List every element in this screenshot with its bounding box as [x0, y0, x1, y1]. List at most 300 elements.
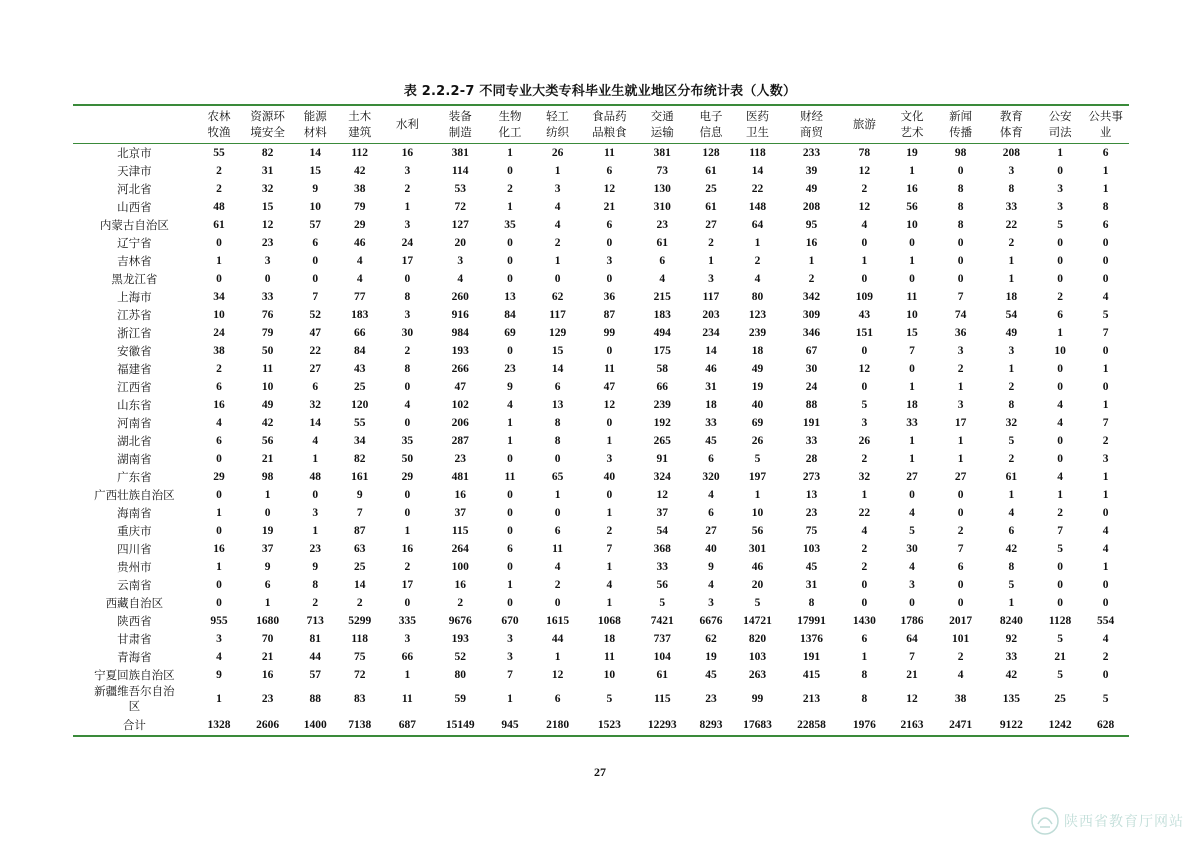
watermark-text: 陕西省教育厅网站: [1064, 814, 1184, 830]
value-cell: 3: [909, 579, 915, 591]
education-logo-icon: [1030, 806, 1060, 836]
value-cell: 0: [861, 579, 868, 591]
value-cell: 3: [1102, 453, 1109, 465]
value-cell: 0: [1057, 273, 1063, 285]
value-cell: 4: [356, 255, 363, 267]
value-cell: 0: [507, 273, 513, 285]
value-cell: 11: [552, 543, 563, 555]
value-cell: 161: [351, 471, 369, 483]
value-cell: 0: [216, 579, 222, 591]
region-cell: 湖北省: [117, 434, 152, 448]
value-cell: 0: [1057, 363, 1063, 375]
value-cell: 16: [401, 543, 414, 555]
table-row: [73, 432, 1129, 450]
value-cell: 0: [1057, 255, 1063, 267]
total-value-cell: 2471: [949, 718, 973, 731]
value-cell: 3: [507, 633, 513, 645]
table-row: [73, 522, 1129, 540]
value-cell: 35: [504, 219, 516, 231]
value-cell: 554: [1097, 615, 1115, 627]
value-cell: 73: [656, 165, 669, 177]
value-cell: 7: [1102, 327, 1109, 339]
value-cell: 17: [954, 417, 967, 429]
header-c12: [733, 106, 782, 144]
value-cell: 193: [451, 345, 469, 357]
value-cell: 72: [454, 201, 466, 213]
value-cell: 58: [656, 363, 669, 375]
value-cell: 40: [603, 471, 616, 483]
value-cell: 3: [216, 633, 222, 645]
value-cell: 42: [261, 417, 274, 429]
value-cell: 8: [1008, 561, 1015, 573]
value-cell: 34: [353, 435, 366, 447]
value-cell: 1: [1102, 183, 1109, 195]
value-cell: 80: [454, 669, 466, 681]
value-cell: 0: [1057, 381, 1063, 393]
value-cell: 18: [906, 399, 918, 411]
value-cell: 6: [1008, 525, 1015, 537]
value-cell: 23: [261, 237, 274, 249]
value-cell: 1: [554, 165, 561, 177]
value-cell: 26: [551, 147, 564, 159]
value-cell: 309: [802, 309, 821, 321]
value-cell: 263: [748, 669, 767, 681]
region-cell: 四川省: [117, 542, 152, 556]
total-value-cell: 1976: [852, 718, 876, 731]
value-cell: 0: [264, 273, 271, 285]
value-cell: 9: [708, 561, 714, 573]
value-cell: 234: [702, 327, 720, 339]
value-cell: 2: [312, 597, 319, 609]
value-cell: 12: [656, 489, 669, 501]
value-cell: 208: [1002, 147, 1021, 159]
value-cell: 11: [504, 471, 516, 483]
value-cell: 0: [312, 255, 319, 267]
region-cell: 福建省: [117, 362, 152, 376]
value-cell: 47: [603, 381, 616, 393]
value-cell: 79: [261, 327, 274, 339]
value-cell: 1: [909, 453, 915, 465]
value-cell: 4: [861, 219, 868, 231]
table-row: [73, 216, 1129, 234]
value-cell: 16: [261, 669, 274, 681]
value-cell: 22: [858, 507, 871, 519]
value-cell: 148: [748, 201, 767, 213]
value-cell: 10: [1054, 345, 1066, 357]
header-label-line: 旅游: [852, 117, 876, 131]
value-cell: 23: [705, 692, 717, 705]
value-cell: 5: [754, 597, 761, 609]
value-cell: 481: [451, 471, 469, 483]
value-cell: 239: [653, 399, 671, 411]
value-cell: 1: [861, 489, 868, 501]
total-value-cell: 22858: [797, 718, 826, 731]
value-cell: 1: [216, 507, 222, 519]
value-cell: 346: [802, 327, 821, 339]
table-row: [73, 666, 1129, 684]
value-cell: 191: [802, 417, 821, 429]
value-cell: 1: [1057, 489, 1063, 501]
value-cell: 64: [906, 633, 918, 645]
value-cell: 6: [312, 381, 319, 393]
header-c9: [583, 106, 636, 144]
region-label-line: 区: [128, 699, 141, 713]
value-cell: 0: [606, 417, 613, 429]
value-cell: 32: [1005, 417, 1018, 429]
value-cell: 7: [1102, 417, 1109, 429]
value-cell: 3: [606, 453, 613, 465]
value-cell: 5: [659, 597, 666, 609]
total-value-cell: 17683: [743, 718, 772, 731]
value-cell: 1: [1102, 471, 1109, 483]
header-label-line: 艺术: [900, 125, 924, 139]
value-cell: 61: [656, 669, 669, 681]
value-cell: 3: [606, 255, 613, 267]
value-cell: 87: [353, 525, 366, 537]
value-cell: 7: [356, 507, 363, 519]
value-cell: 0: [1102, 597, 1109, 609]
value-cell: 15: [309, 165, 322, 177]
value-cell: 2: [861, 543, 868, 555]
region-cell: 青海省: [117, 650, 152, 664]
value-cell: 5: [909, 525, 915, 537]
header-c17: [985, 106, 1038, 144]
value-cell: 28: [805, 453, 818, 465]
value-cell: 193: [451, 633, 469, 645]
value-cell: 19: [261, 525, 274, 537]
value-cell: 0: [957, 507, 964, 519]
value-cell: 23: [261, 692, 274, 705]
value-cell: 2: [554, 237, 561, 249]
value-cell: 8: [1102, 201, 1109, 213]
value-cell: 14: [705, 345, 717, 357]
header-label-line: 交通: [650, 109, 674, 123]
header-label-line: 纺织: [546, 125, 570, 139]
value-cell: 1: [808, 255, 815, 267]
value-cell: 37: [454, 507, 466, 519]
value-cell: 8: [404, 291, 411, 303]
value-cell: 324: [653, 471, 671, 483]
value-cell: 29: [401, 471, 414, 483]
value-cell: 239: [748, 327, 767, 339]
value-cell: 3: [404, 165, 411, 177]
value-cell: 215: [653, 291, 671, 303]
value-cell: 737: [653, 633, 671, 645]
value-cell: 670: [501, 615, 519, 627]
value-cell: 0: [957, 579, 964, 591]
value-cell: 59: [454, 692, 466, 705]
value-cell: 15: [261, 201, 274, 213]
value-cell: 80: [751, 291, 764, 303]
value-cell: 27: [954, 471, 967, 483]
value-cell: 40: [751, 399, 764, 411]
value-cell: 30: [906, 543, 918, 555]
value-cell: 2: [861, 183, 868, 195]
value-cell: 2: [808, 273, 815, 285]
value-cell: 2: [554, 579, 561, 591]
value-cell: 2: [216, 183, 222, 195]
value-cell: 4: [708, 489, 714, 501]
value-cell: 87: [603, 309, 616, 321]
value-cell: 1: [507, 417, 513, 429]
value-cell: 102: [451, 399, 469, 411]
value-cell: 26: [858, 435, 871, 447]
value-cell: 37: [261, 543, 274, 555]
value-cell: 6: [264, 579, 271, 591]
header-label-line: 新闻: [949, 109, 973, 123]
total-value-cell: 1400: [303, 718, 327, 731]
value-cell: 1786: [900, 615, 924, 627]
value-cell: 56: [261, 435, 274, 447]
value-cell: 57: [309, 219, 322, 231]
value-cell: 40: [705, 543, 717, 555]
value-cell: 114: [451, 165, 469, 177]
value-cell: 1: [1102, 363, 1109, 375]
header-label-line: 运输: [650, 125, 674, 139]
value-cell: 2: [708, 237, 714, 249]
value-cell: 43: [353, 363, 366, 375]
value-cell: 4: [457, 273, 464, 285]
value-cell: 123: [748, 309, 767, 321]
value-cell: 916: [451, 309, 469, 321]
value-cell: 78: [858, 147, 871, 159]
value-cell: 2: [1008, 453, 1015, 465]
value-cell: 24: [213, 327, 225, 339]
table-bottom-rule: [73, 735, 1129, 737]
header-label-line: 文化: [900, 109, 924, 123]
value-cell: 5: [754, 453, 761, 465]
value-cell: 7: [606, 543, 613, 555]
value-cell: 1: [1102, 165, 1109, 177]
value-cell: 56: [656, 579, 669, 591]
value-cell: 287: [451, 435, 469, 447]
value-cell: 1: [1008, 255, 1015, 267]
table-row: [73, 648, 1129, 666]
value-cell: 12: [551, 669, 564, 681]
value-cell: 4: [957, 669, 964, 681]
value-cell: 197: [748, 471, 767, 483]
table-row: [73, 504, 1129, 522]
header-c4: [338, 106, 382, 144]
value-cell: 101: [952, 633, 970, 645]
value-cell: 79: [353, 201, 366, 213]
region-cell: 陕西省: [117, 614, 152, 628]
value-cell: 74: [954, 309, 967, 321]
region-cell: 山东省: [117, 398, 152, 412]
value-cell: 0: [404, 417, 411, 429]
value-cell: 8: [957, 183, 964, 195]
value-cell: 115: [653, 692, 671, 705]
value-cell: 32: [858, 471, 871, 483]
header-label-line: 商贸: [799, 125, 823, 139]
region-cell: 西藏自治区: [105, 596, 164, 610]
value-cell: 8: [554, 417, 561, 429]
value-cell: 66: [656, 381, 669, 393]
value-cell: 3: [554, 183, 561, 195]
value-cell: 81: [309, 633, 322, 645]
value-cell: 14: [309, 417, 322, 429]
value-cell: 43: [858, 309, 871, 321]
value-cell: 0: [909, 489, 915, 501]
value-cell: 2: [404, 345, 411, 357]
value-cell: 3: [1008, 165, 1015, 177]
value-cell: 84: [504, 309, 516, 321]
value-cell: 25: [353, 561, 366, 573]
value-cell: 4: [216, 651, 222, 663]
value-cell: 0: [1057, 579, 1063, 591]
value-cell: 1: [1102, 489, 1109, 501]
value-cell: 16: [213, 543, 225, 555]
value-cell: 75: [805, 525, 818, 537]
value-cell: 21: [261, 453, 274, 465]
value-cell: 9: [264, 561, 271, 573]
value-cell: 109: [855, 291, 873, 303]
value-cell: 335: [398, 615, 416, 627]
value-cell: 984: [451, 327, 469, 339]
table-row: [73, 342, 1129, 360]
value-cell: 0: [216, 237, 222, 249]
region-cell: [73, 684, 196, 714]
value-cell: 1615: [546, 615, 570, 627]
value-cell: 11: [603, 651, 615, 663]
region-cell: 内蒙古自治区: [99, 218, 169, 232]
value-cell: 6: [1102, 219, 1109, 231]
value-cell: 82: [353, 453, 366, 465]
value-cell: 1: [1008, 489, 1015, 501]
region-cell: 浙江省: [117, 326, 152, 340]
value-cell: 5: [861, 399, 868, 411]
value-cell: 3: [457, 255, 464, 267]
value-cell: 9: [216, 669, 222, 681]
value-cell: 6: [708, 453, 714, 465]
value-cell: 0: [216, 489, 222, 501]
value-cell: 88: [309, 692, 322, 705]
value-cell: 4: [1057, 417, 1063, 429]
value-cell: 9: [312, 561, 319, 573]
value-cell: 29: [353, 219, 366, 231]
table-row: [73, 234, 1129, 252]
value-cell: 56: [906, 201, 918, 213]
total-label: 合计: [122, 717, 146, 732]
value-cell: 2: [1102, 651, 1109, 663]
value-cell: 3: [1008, 345, 1015, 357]
region-cell: 广西壮族自治区: [94, 488, 175, 502]
value-cell: 0: [507, 561, 513, 573]
value-cell: 100: [451, 561, 469, 573]
value-cell: 6: [554, 692, 561, 705]
value-cell: 2: [404, 561, 411, 573]
header-c8: [532, 106, 583, 144]
value-cell: 1: [1057, 147, 1063, 159]
value-cell: 203: [702, 309, 720, 321]
header-c13: [782, 106, 841, 144]
value-cell: 0: [507, 345, 513, 357]
table-title: 表 2.2.2-7 不同专业大类专科毕业生就业地区分布统计表（人数）: [403, 84, 797, 99]
value-cell: 1: [1102, 561, 1109, 573]
value-cell: 0: [554, 273, 561, 285]
region-cell: 江苏省: [117, 308, 152, 322]
value-cell: 1430: [852, 615, 876, 627]
value-cell: 135: [1002, 692, 1021, 705]
table-row: [73, 630, 1129, 648]
total-value-cell: 628: [1097, 718, 1115, 731]
value-cell: 2: [861, 453, 868, 465]
region-cell: 海南省: [117, 506, 152, 520]
value-cell: 21: [603, 201, 616, 213]
value-cell: 6: [216, 435, 222, 447]
value-cell: 48: [309, 471, 322, 483]
value-cell: 117: [702, 291, 720, 303]
value-cell: 1: [507, 692, 513, 705]
table-row: [73, 576, 1129, 594]
value-cell: 69: [504, 327, 516, 339]
header-c15: [888, 106, 937, 144]
value-cell: 55: [353, 417, 366, 429]
value-cell: 260: [451, 291, 469, 303]
value-cell: 52: [309, 309, 322, 321]
value-cell: 30: [805, 363, 818, 375]
value-cell: 49: [261, 399, 274, 411]
total-value-cell: 12293: [647, 718, 677, 731]
value-cell: 1: [957, 435, 964, 447]
value-cell: 23: [309, 543, 322, 555]
value-cell: 11: [262, 363, 274, 375]
value-cell: 265: [653, 435, 671, 447]
value-cell: 3: [708, 273, 714, 285]
value-cell: 183: [351, 309, 369, 321]
total-value-cell: 9122: [999, 718, 1023, 731]
value-cell: 25: [705, 183, 717, 195]
table-row: [73, 360, 1129, 378]
table-row: [73, 414, 1129, 432]
header-label-line: 土木: [348, 109, 372, 123]
value-cell: 6: [606, 219, 613, 231]
region-cell: 云南省: [117, 578, 152, 592]
value-cell: 6: [216, 381, 222, 393]
value-cell: 1: [1057, 327, 1063, 339]
total-value-cell: 7138: [348, 718, 372, 731]
value-cell: 27: [906, 471, 918, 483]
value-cell: 31: [261, 165, 274, 177]
value-cell: 5299: [348, 615, 372, 627]
value-cell: 4: [909, 507, 915, 519]
value-cell: 30: [401, 327, 414, 339]
value-cell: 33: [261, 291, 274, 303]
table-row: [73, 144, 1129, 163]
value-cell: 2: [957, 525, 964, 537]
value-cell: 6: [1102, 147, 1109, 159]
header-c11: [689, 106, 733, 144]
header-c6: [433, 106, 488, 144]
value-cell: 19: [906, 147, 918, 159]
value-cell: 820: [748, 633, 767, 645]
value-cell: 13: [805, 489, 818, 501]
value-cell: 4: [1008, 507, 1015, 519]
value-cell: 10: [603, 669, 616, 681]
value-cell: 31: [705, 381, 717, 393]
value-cell: 75: [353, 651, 366, 663]
header-label-line: 化工: [498, 125, 522, 139]
value-cell: 494: [653, 327, 671, 339]
value-cell: 16: [401, 147, 414, 159]
value-cell: 4: [606, 579, 613, 591]
value-cell: 1: [1008, 363, 1015, 375]
value-cell: 27: [705, 219, 717, 231]
value-cell: 4: [754, 273, 761, 285]
value-cell: 0: [507, 597, 513, 609]
region-cell: 山西省: [117, 200, 152, 214]
value-cell: 1: [754, 237, 761, 249]
